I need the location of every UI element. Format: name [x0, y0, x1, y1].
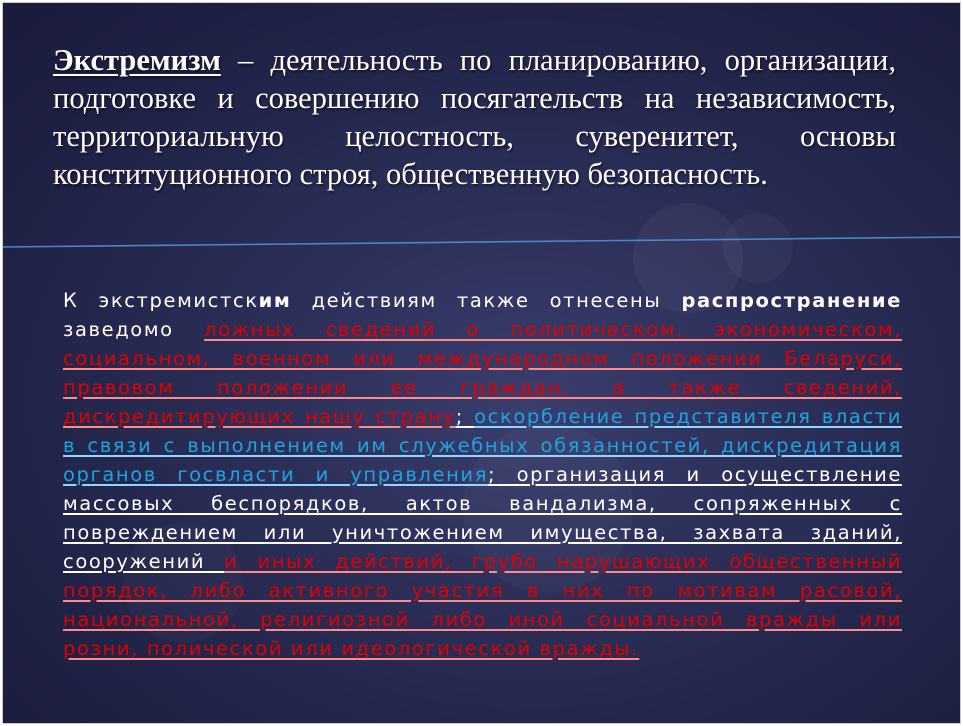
intro-bold-suffix: им	[258, 289, 292, 312]
mass-riots-clause: организация и осуществление массовых беспорядков, актов вандализма, сопряженных с повреждением или уничтожением имущества, захвата зданий, сооружений	[63, 463, 902, 573]
presentation-slide	[3, 3, 960, 723]
divider-line	[3, 235, 960, 251]
definition-heading	[53, 41, 896, 193]
separator-semicolon: ;	[488, 463, 497, 486]
term-extremism: Экстремизм	[53, 43, 221, 77]
intro-text: К экстремистск	[63, 289, 259, 312]
intro-text-continued: действиям также отнесены	[291, 289, 682, 312]
knowingly-text: заведомо	[63, 318, 205, 341]
false-information-clause: ложных сведений о политическом, экономическом, социальном, военном или международном положении Беларуси, правовом положении ее граждан, а также сведений, дискредитирующих нашу страну	[63, 318, 902, 428]
definition-text: – деятельность по планированию, организации, подготовке и совершению посягательств на независимость, территориальную целостность, суверенитет, основы конституционного строя, общественную безопасность.	[53, 43, 896, 191]
insult-authority-clause: оскорбление представителя власти в связи с выполнением им служебных обязанностей, дискредитация органов госвласти и управления	[63, 405, 903, 486]
dissemination-term: распространение	[681, 289, 902, 312]
extremist-actions-paragraph	[63, 286, 902, 663]
other-actions-clause: и иных действий, грубо нарушающих общественный порядок, либо активного участия в них по мотивам расовой, национальной, религиозной либо иной социальной вражды или розни, полической или идеологической вражды.	[63, 550, 902, 660]
separator-semicolon: ;	[455, 405, 475, 428]
